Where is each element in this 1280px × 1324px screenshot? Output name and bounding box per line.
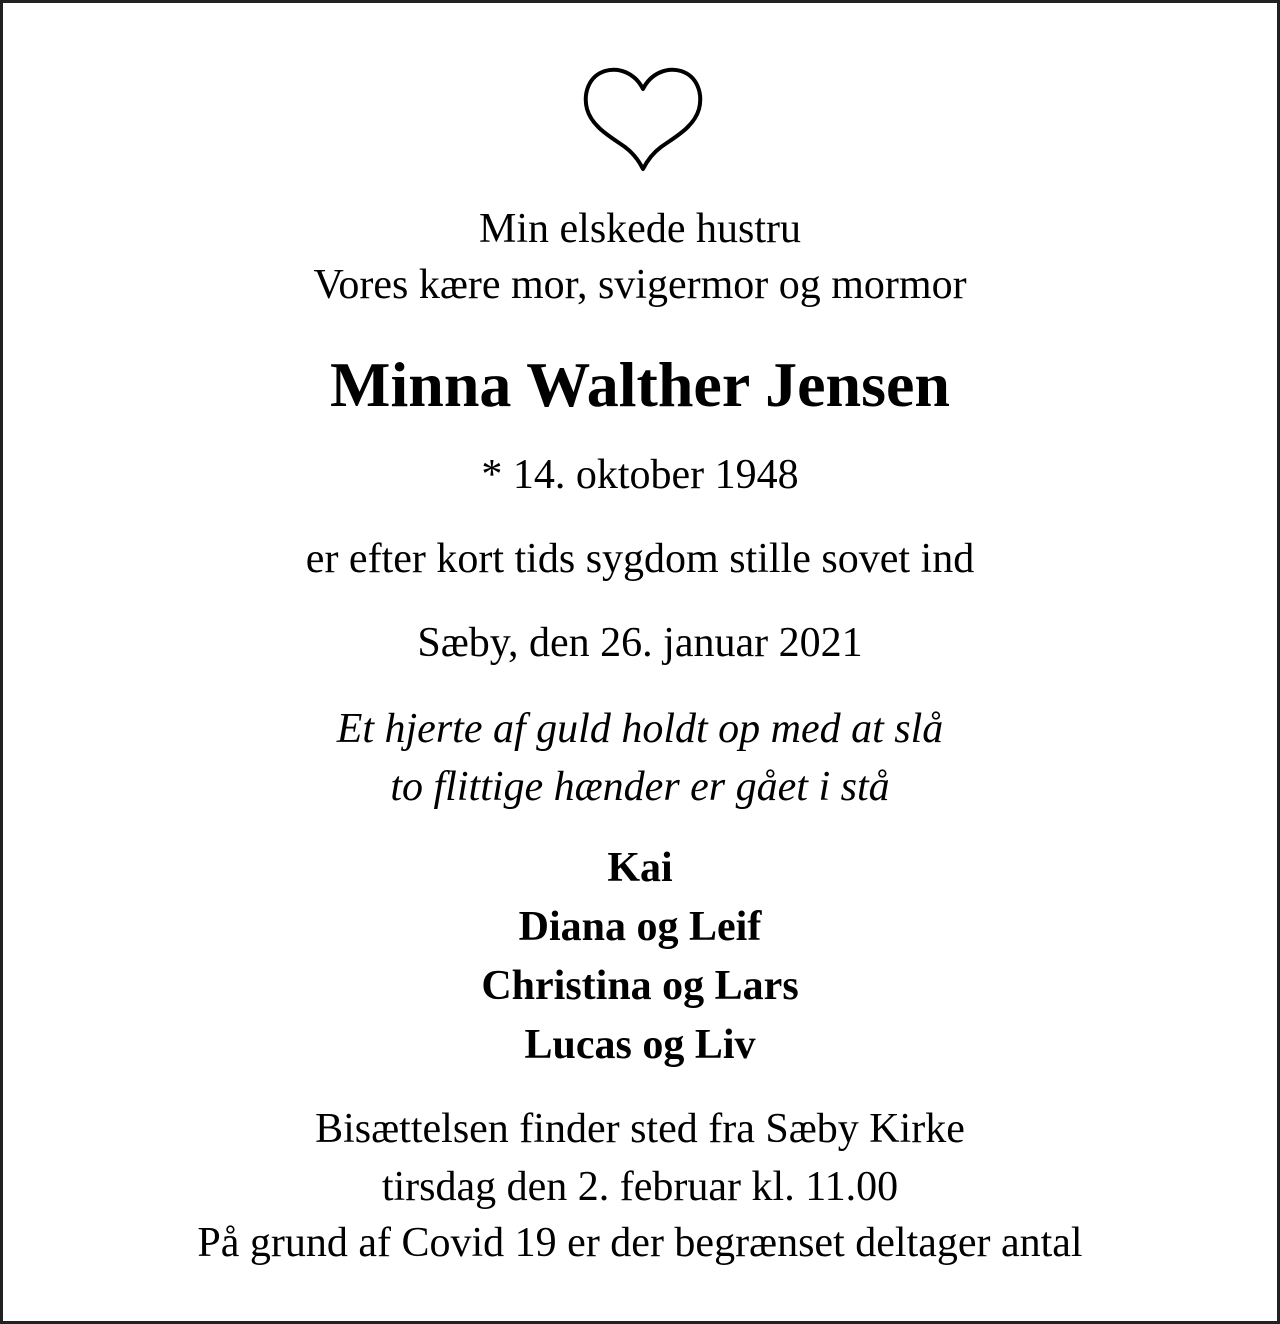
verse-line-1: Et hjerte af guld holdt op med at slå (336, 706, 944, 752)
place-and-date: Sæby, den 26. januar 2021 (417, 620, 863, 666)
family-member-4: Lucas og Liv (524, 1022, 756, 1068)
verse-line-2: to flittige hænder er gået i stå (390, 764, 890, 810)
passing-text: er efter kort tids sygdom stille sovet ind (305, 536, 975, 582)
funeral-line-3: På grund af Covid 19 er der begrænset deltager antal (197, 1220, 1083, 1266)
family-member-1: Kai (607, 845, 673, 891)
family-member-2: Diana og Leif (518, 904, 762, 950)
family-member-3: Christina og Lars (481, 963, 799, 1009)
heart-icon (581, 65, 705, 173)
intro-line-1: Min elskede hustru (479, 206, 801, 252)
intro-line-2: Vores kære mor, svigermor og mormor (313, 262, 967, 308)
deceased-name: Minna Walther Jensen (330, 349, 950, 420)
birth-date: * 14. oktober 1948 (481, 452, 799, 498)
funeral-line-1: Bisættelsen finder sted fra Sæby Kirke (315, 1106, 965, 1152)
funeral-line-2: tirsdag den 2. februar kl. 11.00 (381, 1164, 899, 1210)
